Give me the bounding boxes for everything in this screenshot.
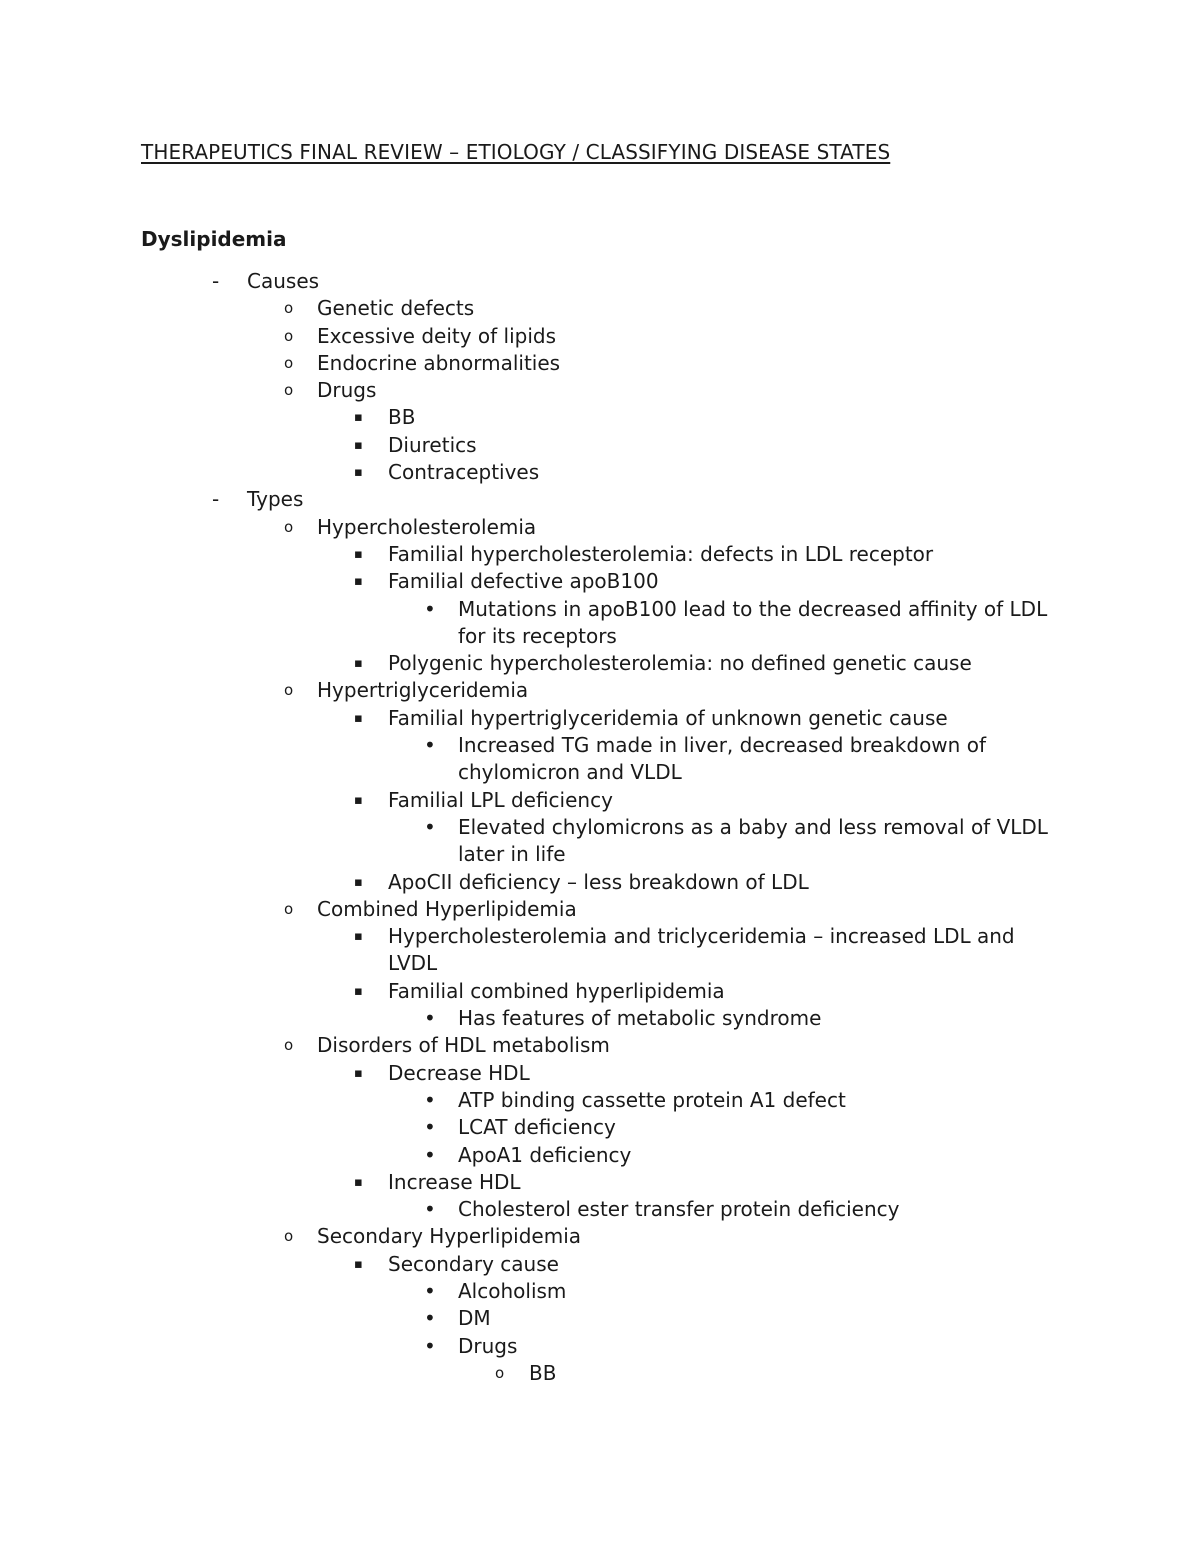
list-item-text: BB	[388, 405, 416, 430]
list-item-text: ATP binding cassette protein A1 defect	[458, 1087, 846, 1112]
list-item-text: Familial defective apoB100	[388, 569, 659, 594]
outline-list	[0, 268, 1200, 1387]
square-bullet-icon: ▪	[354, 874, 363, 890]
square-bullet-icon: ▪	[354, 710, 363, 726]
list-item	[0, 486, 1200, 513]
list-item-text: Types	[247, 487, 304, 512]
list-item-text: Excessive deity of lipids	[317, 323, 557, 348]
list-item-text: Secondary Hyperlipidemia	[317, 1224, 582, 1249]
list-item	[0, 1142, 1200, 1169]
bullet-icon: •	[424, 733, 436, 758]
list-item	[0, 1278, 1200, 1305]
list-item	[0, 514, 1200, 541]
document-title: THERAPEUTICS FINAL REVIEW – ETIOLOGY / CLASSIFYING DISEASE STATES	[141, 140, 891, 164]
list-item-text: Endocrine abnormalities	[317, 350, 561, 375]
square-bullet-icon: ▪	[354, 929, 363, 945]
list-item-text: Hypertriglyceridemia	[317, 678, 529, 703]
square-bullet-icon: ▪	[354, 1174, 363, 1190]
list-item	[0, 1114, 1200, 1141]
circle-bullet-icon: o	[284, 299, 294, 318]
list-item	[0, 432, 1200, 459]
circle-bullet-icon: o	[284, 681, 294, 700]
list-item-text: Polygenic hypercholesterolemia: no defined genetic cause	[388, 651, 972, 676]
dash-marker: -	[212, 269, 220, 293]
list-item-text: Hypercholesterolemia	[317, 514, 537, 539]
list-item	[0, 295, 1200, 322]
list-item-text: Disorders of HDL metabolism	[317, 1033, 610, 1058]
list-item	[0, 1060, 1200, 1087]
list-item-text: Familial combined hyperlipidemia	[388, 978, 725, 1003]
list-item	[0, 896, 1200, 923]
dash-marker: -	[212, 487, 220, 512]
circle-bullet-icon: o	[284, 1227, 294, 1246]
list-item	[0, 1032, 1200, 1059]
list-item-text: Alcoholism	[458, 1278, 567, 1303]
list-item-text: Familial LPL deficiency	[388, 787, 613, 812]
list-item-text: Secondary cause	[388, 1251, 559, 1276]
square-bullet-icon: ▪	[354, 574, 363, 590]
bullet-icon: •	[424, 1087, 436, 1112]
list-item	[0, 541, 1200, 568]
list-item	[0, 1005, 1200, 1032]
bullet-icon: •	[424, 814, 436, 839]
list-item	[0, 323, 1200, 350]
list-item-text: Hypercholesterolemia and triclyceridemia – increased LDL and LVDL	[388, 924, 1015, 976]
list-item-text: DM	[458, 1306, 491, 1331]
bullet-icon: •	[424, 1333, 436, 1358]
square-bullet-icon: ▪	[354, 792, 363, 808]
square-bullet-icon: ▪	[354, 1065, 363, 1081]
square-bullet-icon: ▪	[354, 1256, 363, 1272]
list-item	[0, 923, 1200, 978]
circle-bullet-icon: o	[284, 381, 294, 400]
list-item	[0, 1196, 1200, 1223]
list-item-text: LCAT deficiency	[458, 1115, 616, 1140]
list-item-text: Contraceptives	[388, 460, 540, 485]
list-item	[0, 705, 1200, 732]
square-bullet-icon: ▪	[354, 410, 363, 426]
square-bullet-icon: ▪	[354, 465, 363, 481]
circle-bullet-icon: o	[284, 899, 294, 918]
bullet-icon: •	[424, 1115, 436, 1140]
square-bullet-icon: ▪	[354, 437, 363, 453]
list-item	[0, 1333, 1200, 1360]
bullet-icon: •	[424, 1006, 436, 1031]
list-item	[0, 568, 1200, 595]
list-item-text: ApoA1 deficiency	[458, 1142, 632, 1167]
list-item	[0, 459, 1200, 486]
square-bullet-icon: ▪	[354, 546, 363, 562]
list-item-text: Decrease HDL	[388, 1060, 530, 1085]
list-item-text: Combined Hyperlipidemia	[317, 896, 577, 921]
list-item-text: Increased TG made in liver, decreased breakdown of chylomicron and VLDL	[458, 733, 986, 785]
list-item	[0, 1223, 1200, 1250]
list-item	[0, 978, 1200, 1005]
bullet-icon: •	[424, 1142, 436, 1167]
list-item-text: BB	[529, 1360, 557, 1385]
list-item	[0, 1251, 1200, 1278]
list-item-text: Familial hypercholesterolemia: defects in LDL receptor	[388, 541, 934, 566]
list-item	[0, 1305, 1200, 1332]
list-item-text: ApoCII deficiency – less breakdown of LDL	[388, 869, 809, 894]
circle-bullet-icon: o	[284, 517, 294, 536]
circle-bullet-icon: o	[495, 1363, 505, 1382]
bullet-icon: •	[424, 1197, 436, 1222]
list-item	[0, 404, 1200, 431]
list-item-text: Has features of metabolic syndrome	[458, 1006, 822, 1031]
list-item-text: Cholesterol ester transfer protein deficiency	[458, 1197, 900, 1222]
list-item-text: Drugs	[458, 1333, 518, 1358]
section-heading: Dyslipidemia	[141, 227, 287, 251]
circle-bullet-icon: o	[284, 353, 294, 372]
bullet-icon: •	[424, 596, 436, 621]
list-item-text: Genetic defects	[317, 296, 475, 321]
list-item-text: Increase HDL	[388, 1169, 521, 1194]
square-bullet-icon: ▪	[354, 656, 363, 672]
square-bullet-icon: ▪	[354, 983, 363, 999]
list-item	[0, 732, 1200, 787]
bullet-icon: •	[424, 1306, 436, 1331]
list-item	[0, 268, 1200, 295]
list-item-text: Familial hypertriglyceridemia of unknown genetic cause	[388, 705, 948, 730]
list-item	[0, 869, 1200, 896]
bullet-icon: •	[424, 1278, 436, 1303]
list-item-text: Drugs	[317, 378, 377, 403]
list-item-text: Elevated chylomicrons as a baby and less removal of VLDL later in life	[458, 814, 1048, 867]
list-item	[0, 787, 1200, 814]
list-item	[0, 350, 1200, 377]
list-item-text: Causes	[247, 269, 320, 293]
list-item	[0, 1087, 1200, 1114]
list-item	[0, 677, 1200, 704]
list-item	[0, 650, 1200, 677]
circle-bullet-icon: o	[284, 326, 294, 345]
list-item	[0, 814, 1200, 869]
list-item-text: Mutations in apoB100 lead to the decreased affinity of LDL for its receptors	[458, 596, 1048, 648]
list-item-text: Diuretics	[388, 432, 477, 457]
list-item	[0, 1169, 1200, 1196]
list-item	[0, 377, 1200, 404]
list-item	[0, 1360, 1200, 1387]
circle-bullet-icon: o	[284, 1036, 294, 1055]
list-item	[0, 596, 1200, 651]
